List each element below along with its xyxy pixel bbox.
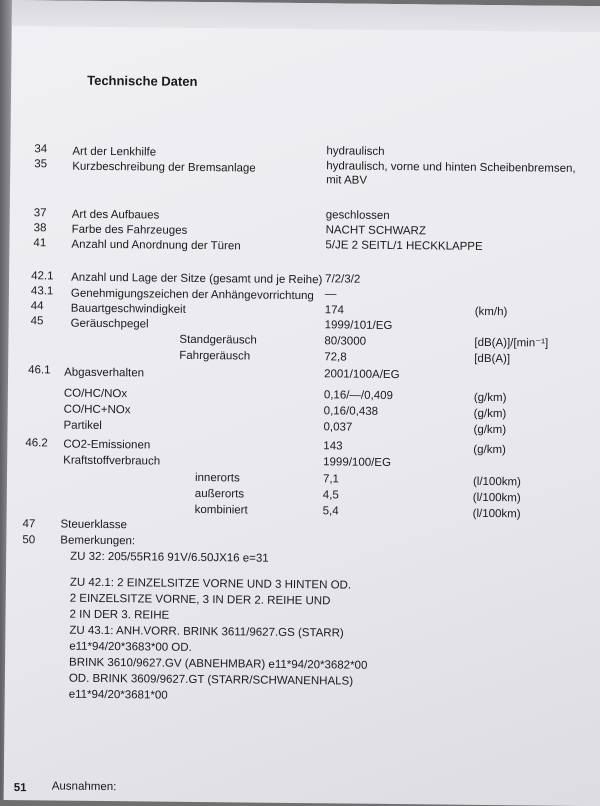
row-value: 0,037: [323, 421, 353, 434]
row-value: 5/JE 2 SEITL/1 HECKKLAPPE: [325, 239, 483, 253]
row-number: 35: [34, 158, 48, 171]
row-number: 46.2: [25, 437, 48, 450]
row-label: Steuerklasse: [60, 518, 128, 532]
row-number: 50: [22, 534, 36, 547]
remark-line: 2 IN DER 3. REIHE: [69, 608, 170, 622]
row-label: Genehmigungszeichen der Anhängevorrichtung: [70, 287, 314, 303]
row-label: Bemerkungen:: [60, 534, 136, 548]
row-number: 46.1: [28, 364, 51, 377]
row-unit: (g/km): [473, 407, 507, 421]
row-label: kombiniert: [194, 503, 248, 517]
page-title: Technische Daten: [87, 72, 198, 89]
row-value: 80/3000: [324, 335, 367, 348]
remark-line: OD. BRINK 3609/9627.GT (STARR/SCHWANENHALS): [68, 672, 354, 688]
row-number: 41: [33, 237, 47, 250]
remark-line: e11*94/20*3683*00 OD.: [69, 640, 192, 654]
row-unit: (l/100km): [472, 507, 521, 521]
row-label: Art des Aufbaues: [71, 208, 160, 222]
row-label: CO/HC+NOx: [63, 403, 131, 417]
row-value: 1999/101/EG: [324, 319, 393, 333]
row-label: Kraftstoffverbrauch: [63, 454, 161, 468]
row-label: außerorts: [194, 487, 245, 501]
row-unit: [dB(A)]: [474, 352, 511, 366]
row-value: 0,16/0,438: [323, 405, 379, 418]
remark-line: 2 EINZELSITZE VORNE, 3 IN DER 2. REIHE UND: [69, 592, 331, 608]
row-unit: (g/km): [473, 391, 507, 405]
row-value: 1999/100/EG: [323, 456, 392, 469]
row-value: 4,5: [322, 489, 339, 502]
row-label: innerorts: [194, 471, 240, 485]
row-unit: (l/100km): [472, 475, 521, 489]
document-page: [4, 0, 600, 806]
row-label: Anzahl und Anordnung der Türen: [71, 238, 241, 253]
row-label: Fahrgeräusch: [179, 349, 251, 363]
row-label: Kurzbeschreibung der Bremsanlage: [72, 160, 256, 175]
row-value: 7,1: [322, 473, 340, 486]
row-value: 143: [323, 440, 343, 453]
remark-line: ZU 42.1: 2 EINZELSITZE VORNE UND 3 HINTEN OD.: [69, 576, 352, 592]
row-number: 38: [33, 222, 47, 235]
row-label: Bauartgeschwindigkeit: [70, 302, 186, 316]
row-number: 42.1: [31, 270, 54, 283]
row-label: Geräuschpegel: [70, 317, 149, 331]
remark-line: BRINK 3610/9627.GV (ABNEHMBAR) e11*94/20*3682*00: [69, 656, 368, 672]
row-label: Abgasverhalten: [64, 366, 145, 380]
row-unit: (g/km): [473, 423, 507, 437]
top-sheet-edge: [12, 0, 600, 32]
row-value: 72,8: [324, 351, 347, 364]
row-label: Art der Lenkhilfe: [72, 145, 157, 159]
row-label: Ausnahmen:: [51, 780, 117, 794]
row-label: Partikel: [63, 419, 102, 432]
row-value: hydraulisch, vorne und hinten Scheibenbremsen,: [326, 160, 576, 175]
row-value: geschlossen: [325, 209, 390, 222]
row-label: Standgeräusch: [179, 333, 257, 347]
row-label: Anzahl und Lage der Sitze (gesamt und je Reihe): [71, 271, 323, 287]
row-label: CO2-Emissionen: [63, 438, 151, 452]
row-value: 174: [324, 304, 345, 317]
row-unit: [dB(A)]/[min⁻¹]: [474, 336, 549, 350]
row-number: 51: [13, 782, 27, 795]
row-number: 34: [34, 143, 48, 156]
row-label: CO/HC/NOx: [63, 387, 128, 401]
row-value: NACHT SCHWARZ: [325, 224, 426, 238]
row-number: 47: [22, 518, 36, 531]
row-value: 5,4: [322, 505, 339, 518]
row-value: hydraulisch: [326, 145, 385, 158]
row-number: 44: [30, 300, 44, 313]
row-unit: (l/100km): [472, 491, 521, 505]
remark-line: ZU 32: 205/55R16 91V/6.50JX16 e=31: [70, 550, 269, 565]
row-value-continued: mit ABV: [326, 174, 368, 187]
row-unit: (g/km): [473, 443, 506, 457]
row-value: 0,16/—/0,409: [323, 389, 393, 403]
remark-line: e11*94/20*3681*00: [68, 688, 168, 702]
row-value: —: [324, 288, 337, 301]
row-number: 45: [30, 315, 44, 328]
row-value: 2001/100A/EG: [324, 368, 400, 382]
row-number: 37: [33, 207, 47, 220]
remark-line: ZU 43.1: ANH.VORR. BRINK 3611/9627.GS (STARR): [69, 624, 344, 640]
row-label: Farbe des Fahrzeuges: [71, 223, 188, 237]
row-unit: (km/h): [474, 305, 508, 319]
row-value: 7/2/3/2: [325, 273, 361, 286]
row-number: 43.1: [30, 285, 54, 298]
